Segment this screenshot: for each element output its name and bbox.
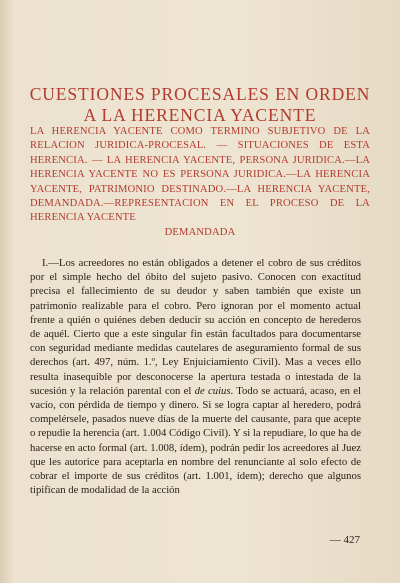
body-italic-term: de cuius bbox=[194, 384, 231, 397]
chapter-summary bbox=[30, 125, 370, 240]
page-number: — 427 bbox=[329, 534, 360, 546]
body-paragraph bbox=[30, 256, 361, 497]
summary-text: LA HERENCIA YACENTE COMO TERMINO SUBJETIVO DE LA RELACION JURIDICA-PROCESAL. — SITUACIONES DE ESTA HERENCIA. — LA HERENCIA YACENTE, PERSONA JURIDICA.—LA HERENCIA YACENTE NO ES PERSONA JURIDICA.—LA HERENCIA YACENTE, PATRIMONIO DESTINADO.—LA HERENCIA YACENTE, DEMANDADA.—REPRESENTACION EN EL PROCESO DE LA HERENCIA YACENTE bbox=[30, 126, 370, 224]
chapter-title-line-2: A LA HERENCIA YACENTE bbox=[83, 104, 317, 125]
chapter-title bbox=[28, 84, 372, 126]
body-text-part-2: . Todo se actuará, acaso, en el vacío, con pérdida de tiempo y dinero. Si se logra captar al heredero, podrá compelérsele, pasados nueve días de la muerte del causante, para que acepte o repudie la herencia (art. 1.004 Código Civil). Y si la repudiare, lo que ha de hacerse en acto formal (art. 1.008, ídem), podrán pedir los acreedores al Juez que les autorice para aceptarla en nombre del renunciante al solo efecto de cobrar el importe de sus créditos (art. 1.001, ídem); derecho que algunos tipifican de modalidad de la acción bbox=[30, 384, 361, 497]
body-text-part-1: I.—Los acreedores no están obligados a detener el cobro de sus créditos por el simple hecho del óbito del sujeto pasivo. Conocen con exactitud precisa el fallecimiento de su deudor y saben también que existe un patrimonio realizable para el cobro. Pero ignoran por el momento actual frente a quién o quiénes deben deducir su acción en concepto de herederos de aquél. Cierto que a este singular fin están facultados para documentarse con seguridad mediante medidas cautelares de aseguramiento formal de sus derechos (art. 497, núm. 1.º, Ley Enjuiciamiento Civil). Mas a veces ello resulta inasequible por desconocerse la apertura testada o intestada de la sucesión y la relación parental con el bbox=[30, 257, 361, 397]
chapter-title-line-1: CUESTIONES PROCESALES EN ORDEN bbox=[29, 83, 371, 104]
summary-last-line: DEMANDADA bbox=[164, 226, 236, 238]
